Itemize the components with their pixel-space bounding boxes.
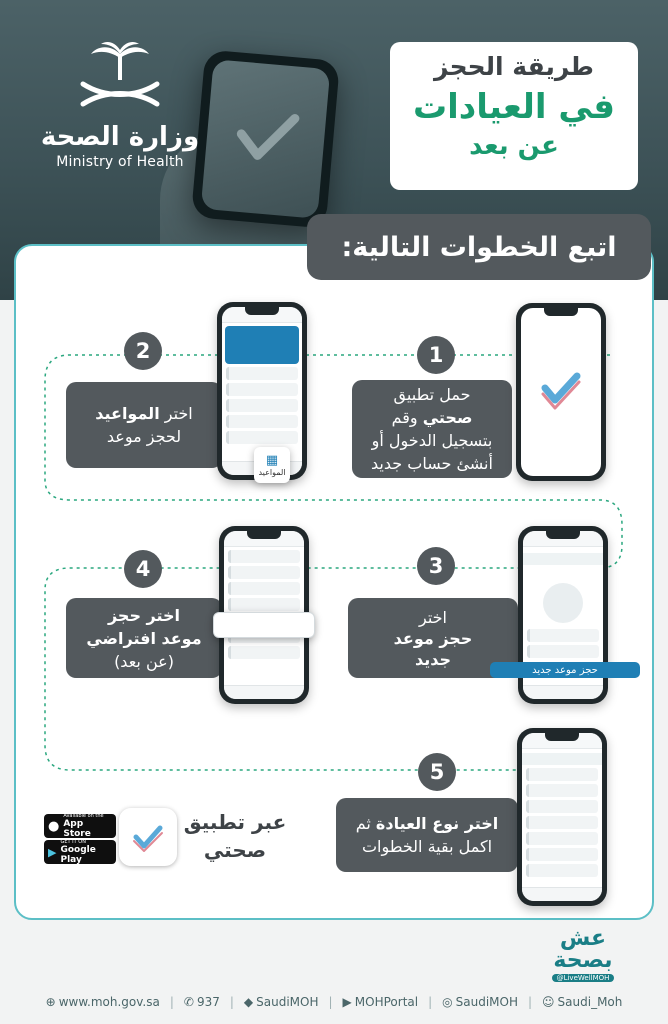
footer-snapchat-text: Saudi_Moh	[557, 995, 623, 1009]
snapchat-icon: ☺	[542, 995, 555, 1009]
sehhaty-check-icon	[128, 817, 168, 857]
live-well-word-2: بصحة	[553, 948, 613, 973]
step-2-line-2: لحجز موعد	[106, 427, 182, 446]
instagram-icon: ◎	[442, 995, 453, 1009]
title-line-1: طريقة الحجز	[434, 52, 594, 81]
step-1-line-1: حمل تطبيق	[393, 385, 471, 404]
footer-snapchat[interactable]	[542, 995, 622, 1009]
google-play-badge[interactable]	[44, 840, 116, 864]
step-5-line-1: ثم	[355, 814, 376, 833]
step-5-keyword: اختر نوع العيادة	[375, 814, 499, 833]
book-new-appointment-button[interactable]: حجز موعد جديد	[490, 662, 640, 678]
appointments-callout-label: المواعيد	[258, 468, 286, 477]
step-4-line-3: (عن بعد)	[114, 651, 174, 671]
footer-website-text: www.moh.gov.sa	[58, 995, 160, 1009]
play-icon: ▶	[48, 845, 57, 859]
footer-youtube[interactable]	[343, 995, 419, 1009]
step-1-number: 1	[417, 336, 455, 374]
live-well-logo	[552, 928, 614, 986]
apple-icon: ●	[48, 818, 60, 834]
footer-youtube-text: MOHPortal	[354, 995, 419, 1009]
step-4-line-2: موعد افتراضي	[86, 628, 202, 648]
virtual-appointment-callout	[213, 612, 315, 638]
step-3-number: 3	[417, 547, 455, 585]
step-3-line-1: اختر	[419, 607, 447, 627]
sehhaty-app-icon[interactable]	[119, 808, 177, 866]
footer-instagram-text: SaudiMOH	[455, 995, 518, 1009]
step-1-text	[352, 380, 512, 478]
footer-twitter[interactable]	[244, 995, 319, 1009]
step-3-line-3: جديد	[414, 649, 452, 669]
title-line-3: عن بعد	[469, 131, 559, 161]
step-1-line-4: أنشئ حساب جديد	[371, 454, 493, 473]
step-2-text	[66, 382, 222, 468]
footer-website[interactable]	[46, 995, 160, 1009]
app-promo-line-2: صحتي	[203, 838, 267, 862]
calendar-icon: ▦	[265, 453, 279, 468]
footer-twitter-text: SaudiMOH	[256, 995, 319, 1009]
youtube-icon: ▶	[342, 995, 352, 1009]
footer-phone-text: 937	[196, 995, 220, 1009]
step-5-text	[336, 798, 518, 872]
twitter-icon: ◆	[243, 995, 254, 1009]
google-play-small: GET IT ON	[60, 839, 86, 845]
globe-icon: ⊕	[45, 995, 56, 1009]
moh-name-en: Ministry of Health	[56, 154, 184, 170]
app-store-small: Available on the	[63, 813, 104, 819]
step-1-line-2: وقم	[391, 408, 423, 427]
app-store-large: App Store	[63, 819, 91, 839]
footer-instagram[interactable]	[442, 995, 518, 1009]
app-store-badge[interactable]	[44, 814, 116, 838]
live-well-word-1: عش	[559, 926, 607, 951]
phone-icon: ✆	[183, 995, 194, 1009]
google-play-large: Google Play	[60, 845, 96, 865]
step-5-number: 5	[418, 753, 456, 791]
step-1-app-name: صحتي	[422, 408, 473, 427]
app-promo	[180, 810, 290, 862]
step-2-number: 2	[124, 332, 162, 370]
footer-phone[interactable]	[184, 995, 220, 1009]
sehhaty-logo-icon	[521, 308, 601, 476]
step-5-phone	[517, 728, 607, 906]
step-1-line-3: بتسجيل الدخول أو	[371, 431, 493, 450]
step-2-keyword: المواعيد	[95, 404, 160, 423]
step-3-line-2: حجز موعد	[393, 628, 473, 648]
steps-heading: اتبع الخطوات التالية:	[307, 214, 651, 280]
step-4-line-1: اختر حجز	[107, 605, 181, 625]
footer: ⊕ www.moh.gov.sa | ✆ 937 | ◆ SaudiMOH | ▶ MOHPortal | ◎ SaudiMOH | ☺ Saudi_Moh	[45, 995, 623, 1009]
step-4-text	[66, 598, 222, 678]
title-line-2: في العيادات	[412, 87, 616, 127]
step-2-line-1: اختر	[159, 404, 193, 423]
app-promo-line-1: عبر تطبيق	[183, 810, 287, 834]
moh-name-ar: وزارة الصحة	[40, 122, 200, 152]
appointments-callout	[254, 447, 290, 483]
step-5-line-2: اكمل بقية الخطوات	[361, 837, 493, 856]
step-1-phone	[516, 303, 606, 481]
step-4-number: 4	[124, 550, 162, 588]
live-well-hashtag: @LiveWellMOH	[552, 974, 614, 982]
